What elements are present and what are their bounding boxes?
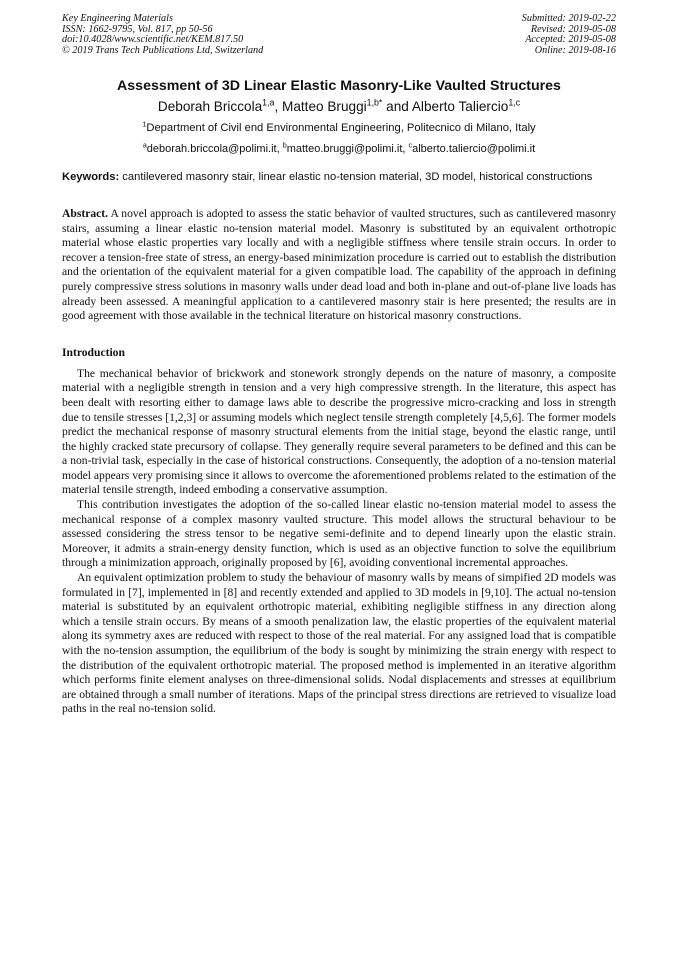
author-name: Deborah Briccola — [157, 99, 263, 115]
email-separator: , — [402, 143, 409, 156]
intro-paragraph-3: An equivalent optimization problem to study the behaviour of masonry walls by means of simpified 2D models was formulated in [7], implemented in [8] and recently extended and applied to 3D models in [9,10]. The actual no-tension material is substituted by an equivalent orthotropic material, exhibiting negligible stiffness in any direction along which a tensile strain occurs. By means of a smooth penalization law, the elastic properties of the equivalent material along its symmetry axes are reduced with respect to those of the real material. For any assigned load that is compatible with the no-tension assumption, the equilibrium of the body is sought by minimizing the strain energy with respect to the distribution of the equivalent orthotropic material. The proposed method is implemented in an iterative algorithm which performs finite element analyses on three-dimensional solids. Nodal displacements and stresses at equilibrium are obtained through a small number of iterations. Maps of the principal stress directions are retrieved to visualize load paths in the real no-tension solid. — [62, 571, 616, 716]
paper-page — [62, 14, 616, 717]
accepted-date: Accepted: 2019-05-08 — [525, 34, 616, 46]
paper-title: Assessment of 3D Linear Elastic Masonry-Like Vaulted Structures — [117, 78, 561, 95]
intro-paragraph-2: This contribution investigates the adoption of the so-called linear elastic no-tension material model to assess the mechanical response of a complex masonry vaulted structure. This model allows the structural behaviour to be assessed considering the stress tensor to be negative semi-definite and to depend linearly upon the elastic strain. Moreover, it admits a strain-energy density function, which is used as an objective function to solve the equilibrium through a minimization approach, originally proposed by [6], avoiding conventional incremental approaches. — [62, 498, 616, 570]
dates-info — [522, 14, 616, 56]
abstract-label: Abstract. — [62, 206, 109, 220]
journal-info — [62, 14, 263, 56]
abstract-text: A novel approach is adopted to assess the static behavior of vaulted structures, such as cantilevered masonry stairs, assuming a linear elastic no-tension material model. Masonry is substituted by an equivalent orthotropic material whose elastic properties vary locally and with a negligible stiffness where tensile strain occurs. In order to recover a tension-free state of stress, an energy-based minimization procedure is carried out to establish the distribution and the orientation of the equivalent material for a given compatible load. The capability of the approach in defining purely compressive stress solutions in masonry walls under dead load and both in-plane and out-of-plane live loads has already been assessed. A meaningful application to a cantilevered masonry stair is here presented; the results are in good agreement with those available in the technical literature on historical masonry constructions. — [62, 206, 616, 323]
doi: doi:10.4028/www.scientific.net/KEM.817.50 — [62, 34, 244, 46]
issn: ISSN: 1662-9795, Vol. 817, pp 50-56 — [62, 23, 213, 35]
email-list — [62, 143, 616, 155]
email-link[interactable]: deborah.briccola@polimi.it — [146, 143, 277, 156]
email-mark: a — [142, 141, 147, 150]
abstract — [62, 207, 616, 324]
keywords-label: Keywords: — [62, 171, 120, 184]
affiliation-mark: 1 — [142, 119, 147, 129]
author-separator: , — [274, 99, 283, 115]
intro-paragraph-1: The mechanical behavior of brickwork and stonework strongly depends on the nature of masonry, a composite material with a negligible strength in tension and a very high compressive strength. In the literature, this aspect has been dealt with resorting either to damage laws able to describe the progressive micro-cracking and loss in strength due to tensile stresses [1,2,3] or assuming models which neglect tensile strength completely [4,5,6]. The former models predict the mechanical response of masonry structural elements from the initial stage, beyond the elastic range, until the highly cracked state precursory of collapse. They generally require several parameters to be defined and this can be a non-trivial task, especially in the case of historical constructions. Consequently, the adoption of a no-tension material model appears very promising since it allows to overcome the aforementioned problems related to the estimation of the material tensile strength, indeed emboding a conservative assumption. — [62, 366, 616, 497]
author-name: Matteo Bruggi — [282, 99, 367, 115]
email-mark: b — [282, 141, 287, 150]
copyright: © 2019 Trans Tech Publications Ltd, Switzerland — [62, 44, 264, 56]
section-heading-introduction: Introduction — [62, 345, 125, 359]
keywords — [62, 171, 616, 185]
revised-date: Revised: 2019-05-08 — [530, 23, 616, 35]
online-date: Online: 2019-08-16 — [534, 44, 616, 56]
submitted-date: Submitted: 2019-02-22 — [521, 13, 616, 24]
author-affil-mark: 1,b* — [366, 97, 383, 108]
affiliation — [62, 119, 616, 135]
email-mark: c — [408, 141, 413, 150]
author-separator: and — [382, 99, 412, 115]
email-link[interactable]: alberto.taliercio@polimi.it — [412, 143, 536, 156]
author-affil-mark: 1,a — [262, 97, 275, 108]
keywords-text: cantilevered masonry stair, linear elastic no-tension material, 3D model, historical constructions — [119, 171, 593, 184]
author-name: Alberto Taliercio — [411, 99, 509, 115]
affiliation-text: Department of Civil end Environmental Engineering, Politecnico di Milano, Italy — [146, 122, 536, 135]
running-header — [62, 14, 616, 56]
email-separator: , — [276, 143, 283, 156]
author-affil-mark: 1,c — [508, 97, 521, 108]
author-list — [62, 99, 616, 114]
journal-name: Key Engineering Materials — [62, 13, 173, 24]
email-link[interactable]: matteo.bruggi@polimi.it — [286, 143, 403, 156]
